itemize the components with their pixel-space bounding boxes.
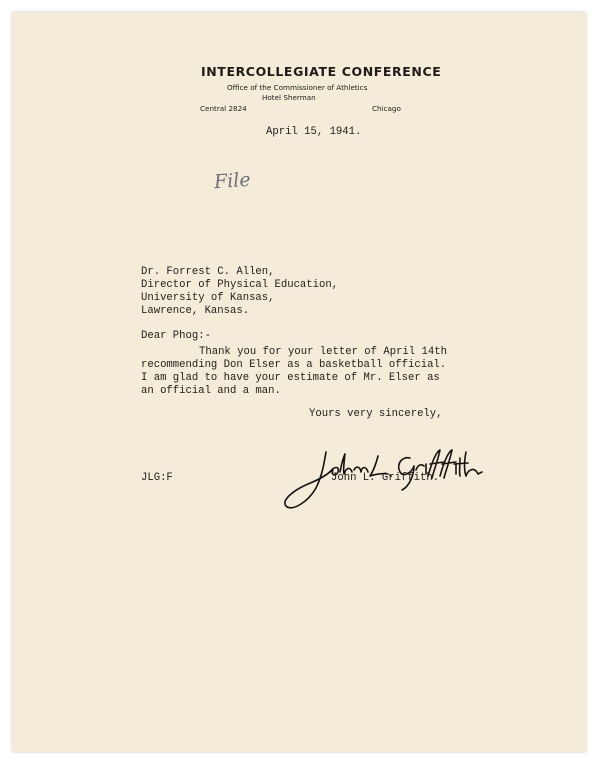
letter-page bbox=[12, 12, 586, 752]
letterhead-phone: Central 2824 bbox=[200, 104, 247, 113]
recipient-line-4: Lawrence, Kansas. bbox=[141, 305, 250, 317]
signer-name: John L. Griffith. bbox=[331, 472, 440, 484]
closing: Yours very sincerely, bbox=[309, 408, 443, 420]
recipient-line-3: University of Kansas, bbox=[141, 292, 275, 304]
recipient-line-2: Director of Physical Education, bbox=[141, 279, 339, 291]
body-line-1: Thank you for your letter of April 14th bbox=[199, 346, 447, 358]
body-line-2: recommending Don Elser as a basketball official. bbox=[141, 359, 447, 371]
letterhead-hotel: Hotel Sherman bbox=[262, 93, 316, 102]
letterhead-title: INTERCOLLEGIATE CONFERENCE bbox=[201, 64, 442, 79]
letter-date: April 15, 1941. bbox=[266, 126, 362, 138]
letterhead-city: Chicago bbox=[372, 104, 401, 113]
handwritten-signature bbox=[278, 442, 488, 520]
recipient-line-1: Dr. Forrest C. Allen, bbox=[141, 266, 275, 278]
file-note: File bbox=[213, 168, 252, 194]
typist-initials: JLG:F bbox=[141, 472, 173, 484]
body-line-4: an official and a man. bbox=[141, 385, 281, 397]
letterhead-office: Office of the Commissioner of Athletics bbox=[227, 83, 368, 92]
salutation: Dear Phog:- bbox=[141, 330, 211, 342]
body-line-3: I am glad to have your estimate of Mr. Elser as bbox=[141, 372, 440, 384]
